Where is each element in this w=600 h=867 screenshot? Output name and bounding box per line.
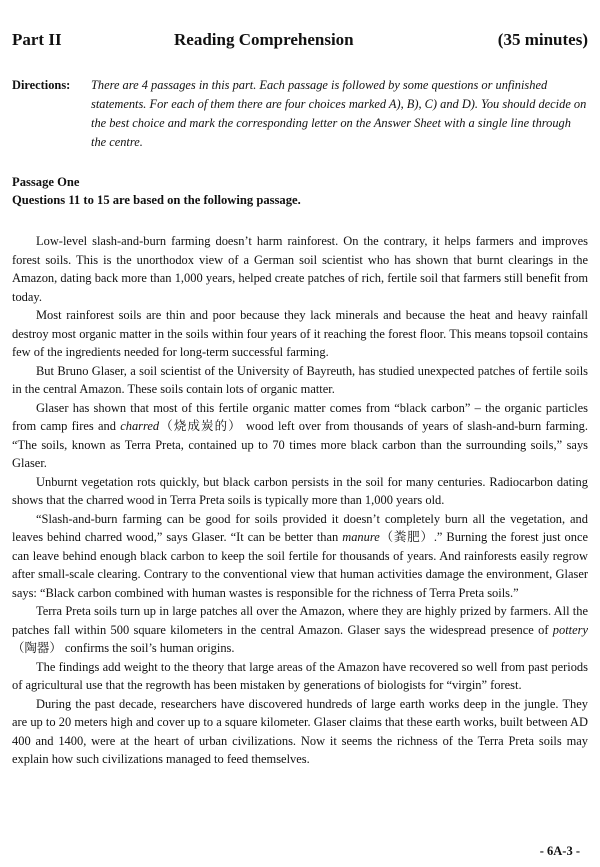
paragraph-2: Most rainforest soils are thin and poor because they lack minerals and because the heat and heavy rainfall destroy most organic matter in the soils within four years of it reaching the forest floor. This means topsoil contains few of the ingredients needed for long-term successful farming. <box>12 308 588 359</box>
time-limit: (35 minutes) <box>497 30 588 49</box>
section-title: Reading Comprehension <box>174 30 354 49</box>
vocab-gloss-manure: （粪肥） <box>379 530 434 544</box>
paragraph-7 <box>12 602 588 658</box>
part-label: Part II <box>12 30 62 49</box>
paragraph-4 <box>12 399 588 473</box>
paragraph-6-part-b: .” Burning the forest just once can leave behind enough black carbon to keep the soil fertile for thousands of years. And rainforests easily regrow after small-scale clearing. Contrary to the conventional view that human activities damage the environment, Glaser says: “Black carbon combined with human wastes is responsible for the richness of Terra Preta soils.” <box>12 530 588 600</box>
paragraph-3: But Bruno Glaser, a soil scientist of the University of Bayreuth, has studied unexpected patches of fertile soils in the central Amazon. These soils contain lots of organic matter. <box>12 363 588 396</box>
paragraph-9: During the past decade, researchers have discovered hundreds of large earth works deep in the jungle. They are up to 20 meters high and cover up to a square kilometer. Glaser claims that these earth works, built between AD 400 and 1400, were at the heart of urban civilizations. Now it seems the richness of the Terra Preta soils may explain how such civilizations managed to feed themselves. <box>12 696 588 766</box>
directions-label: Directions: <box>12 78 71 92</box>
paragraph-4-part-a: Glaser has shown that most of this fertile organic matter comes from “black carbon” – the organic particles from camp fires and <box>12 400 588 433</box>
questions-range: Questions 11 to 15 are based on the following passage. <box>12 193 301 207</box>
vocab-term-pottery: pottery <box>552 622 588 637</box>
paragraph-6 <box>12 510 588 603</box>
paragraph-5: Unburnt vegetation rots quickly, but black carbon persists in the soil for many centuries. Radiocarbon dating shows that the charred wood in Terra Preta soils is typically more than 1,000 years old. <box>12 474 588 507</box>
passage-title: Passage One <box>12 175 80 189</box>
passage-body <box>12 232 588 769</box>
paragraph-4-part-b: wood left over from thousands of years of slash-and-burn farming. “The soils, known as Terra Preta, contained up to 70 times more black carbon than the surrounding soils,” says Glaser. <box>12 419 588 470</box>
paragraph-7-part-b: confirms the soil’s human origins. <box>61 641 235 655</box>
paragraph-8: The findings add weight to the theory that large areas of the Amazon have recovered so well from past periods of agricultural use that the regrowth has been mistaken by generations of biologists for “virgin” forest. <box>12 659 588 692</box>
vocab-term-manure: manure <box>342 530 380 544</box>
vocab-gloss-pottery: （陶器） <box>12 641 62 655</box>
paragraph-1: Low-level slash-and-burn farming doesn’t harm rainforest. On the contrary, it helps farmers and improves forest soils. This is the unorthodox view of a German soil scientist who has shown that burnt clearings in the Amazon, dating back more than 1,000 years, helped create patches of rich, fertile soil that farmers still benefit from today. <box>12 234 588 304</box>
vocab-term-charred: charred <box>120 419 160 433</box>
page-number: - 6A-3 - <box>539 844 580 858</box>
vocab-gloss-charred: （烧成炭的） <box>159 419 242 433</box>
paragraph-7-part-a: Terra Preta soils turn up in large patches all over the Amazon, where they are highly prized by farmers. All the patches fall within 500 square kilometers in the central Amazon. Glaser says the widespread presence of <box>12 604 588 637</box>
directions-block <box>12 76 588 152</box>
directions-text: There are 4 passages in this part. Each passage is followed by some questions or unfinished statements. For each of them there are four choices marked A), B), C) and D). You should decide on the best choice and mark the corresponding letter on the Answer Sheet with a single line through the centre. <box>91 78 587 149</box>
section-header <box>12 30 588 54</box>
paragraph-6-part-a: “Slash-and-burn farming can be good for soils provided it doesn’t completely burn all the vegetation, and leaves behind charred wood,” says Glaser. “It can be better than <box>12 511 588 544</box>
